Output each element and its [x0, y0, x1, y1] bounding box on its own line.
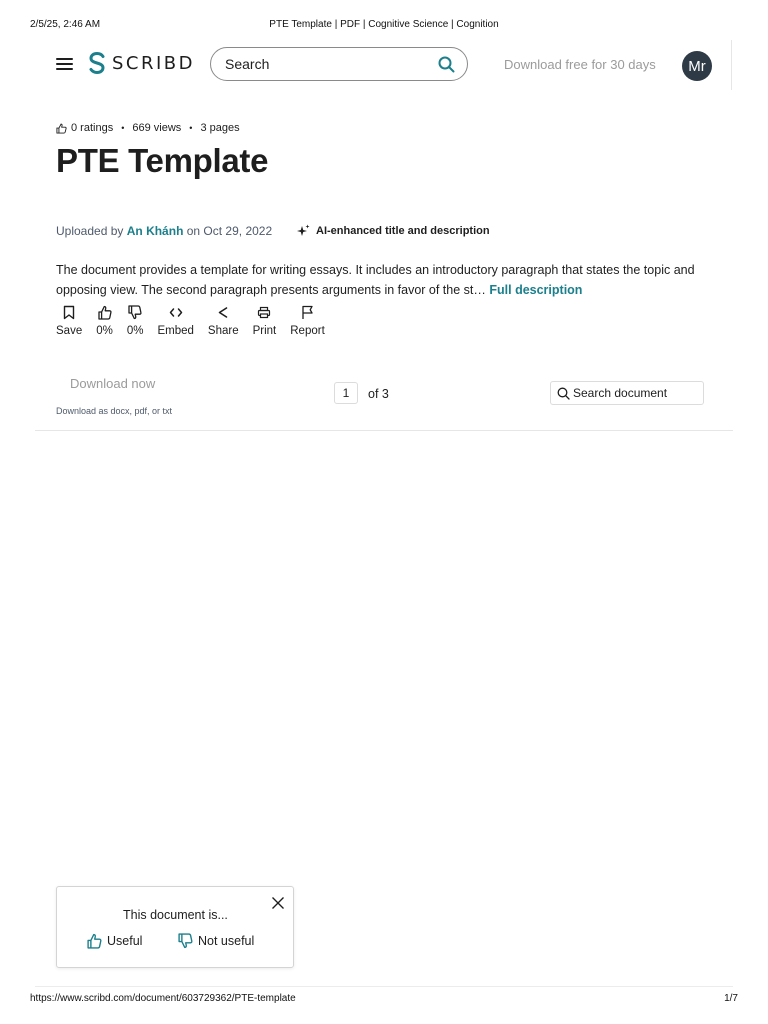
print-button[interactable] [253, 305, 277, 337]
page-total: of 3 [368, 387, 389, 401]
document-stats [56, 122, 240, 134]
report-label: Report [290, 325, 325, 337]
print-url: https://www.scribd.com/document/603729362/PTE-template [30, 993, 296, 1004]
header-divider [731, 40, 732, 90]
search-icon[interactable] [438, 56, 455, 73]
bookmark-icon [63, 305, 75, 320]
search-input[interactable] [210, 47, 468, 81]
uploaded-by [56, 224, 272, 238]
scribd-logo[interactable] [88, 51, 195, 75]
upload-date: on Oct 29, 2022 [186, 224, 273, 238]
search-document-placeholder: Search document [573, 386, 668, 400]
feedback-popup [56, 886, 294, 968]
report-button[interactable] [290, 305, 325, 337]
views-count: 669 views [132, 122, 182, 134]
ai-badge-label: AI-enhanced title and description [316, 225, 490, 237]
useful-button[interactable] [87, 933, 142, 949]
flag-icon [301, 305, 314, 320]
description-text: The document provides a template for writing essays. It includes an introductory paragraph that states the topic and opposing view. The second paragraph presents arguments in favor of the st… [56, 263, 695, 297]
share-button[interactable] [208, 305, 239, 337]
ratings-count: 0 ratings [71, 122, 114, 134]
scribd-s-icon [88, 51, 106, 75]
uploaded-prefix: Uploaded by [56, 224, 124, 238]
sparkle-icon [296, 224, 310, 238]
close-icon[interactable] [271, 896, 285, 910]
thumbs-up-icon [56, 123, 67, 134]
hamburger-menu-icon[interactable] [56, 58, 73, 71]
code-icon [169, 305, 183, 320]
thumbs-down-icon [178, 933, 193, 949]
embed-label: Embed [157, 325, 194, 337]
bottom-divider [35, 986, 733, 987]
separator-dot: • [189, 123, 193, 133]
share-icon [217, 305, 229, 320]
not-useful-label: Not useful [198, 934, 255, 948]
save-label: Save [56, 325, 83, 337]
print-page-number: 1/7 [724, 993, 738, 1004]
useful-label: Useful [107, 934, 143, 948]
printer-icon [257, 305, 271, 320]
download-now-button[interactable]: Download now [70, 376, 156, 391]
feedback-title: This document is... [123, 908, 228, 922]
separator-dot: • [121, 123, 125, 133]
author-link[interactable]: An Khánh [126, 224, 184, 238]
page-number-input[interactable]: 1 [334, 382, 358, 404]
dislike-percentage: 0% [126, 325, 144, 337]
dislike-button[interactable] [127, 305, 144, 337]
user-avatar[interactable]: Mr [682, 51, 712, 81]
like-percentage: 0% [96, 325, 113, 337]
print-page-title: PTE Template | PDF | Cognitive Science | Cognition [269, 19, 499, 30]
ai-enhanced-badge [296, 224, 490, 238]
search-placeholder: Search [225, 56, 270, 72]
thumbs-up-icon [98, 305, 112, 320]
full-description-link[interactable]: Full description [489, 283, 583, 297]
thumbs-up-icon [87, 933, 102, 949]
embed-button[interactable] [157, 305, 193, 337]
toolbar-divider [35, 430, 733, 431]
document-actions [56, 305, 325, 337]
save-button[interactable] [56, 305, 82, 337]
share-label: Share [207, 325, 239, 337]
print-label: Print [252, 325, 277, 337]
download-free-trial-link[interactable]: Download free for 30 days [504, 57, 656, 72]
search-document-input[interactable] [550, 381, 704, 405]
pages-count: 3 pages [200, 122, 240, 134]
print-date: 2/5/25, 2:46 AM [30, 19, 101, 30]
logo-text: SCRIBD [112, 52, 196, 74]
document-description [56, 260, 706, 300]
thumbs-down-icon [128, 305, 142, 320]
document-title: PTE Template [56, 142, 269, 179]
not-useful-button[interactable] [178, 933, 254, 949]
search-icon [557, 387, 570, 400]
download-formats-note: Download as docx, pdf, or txt [56, 406, 173, 416]
like-button[interactable] [96, 305, 113, 337]
